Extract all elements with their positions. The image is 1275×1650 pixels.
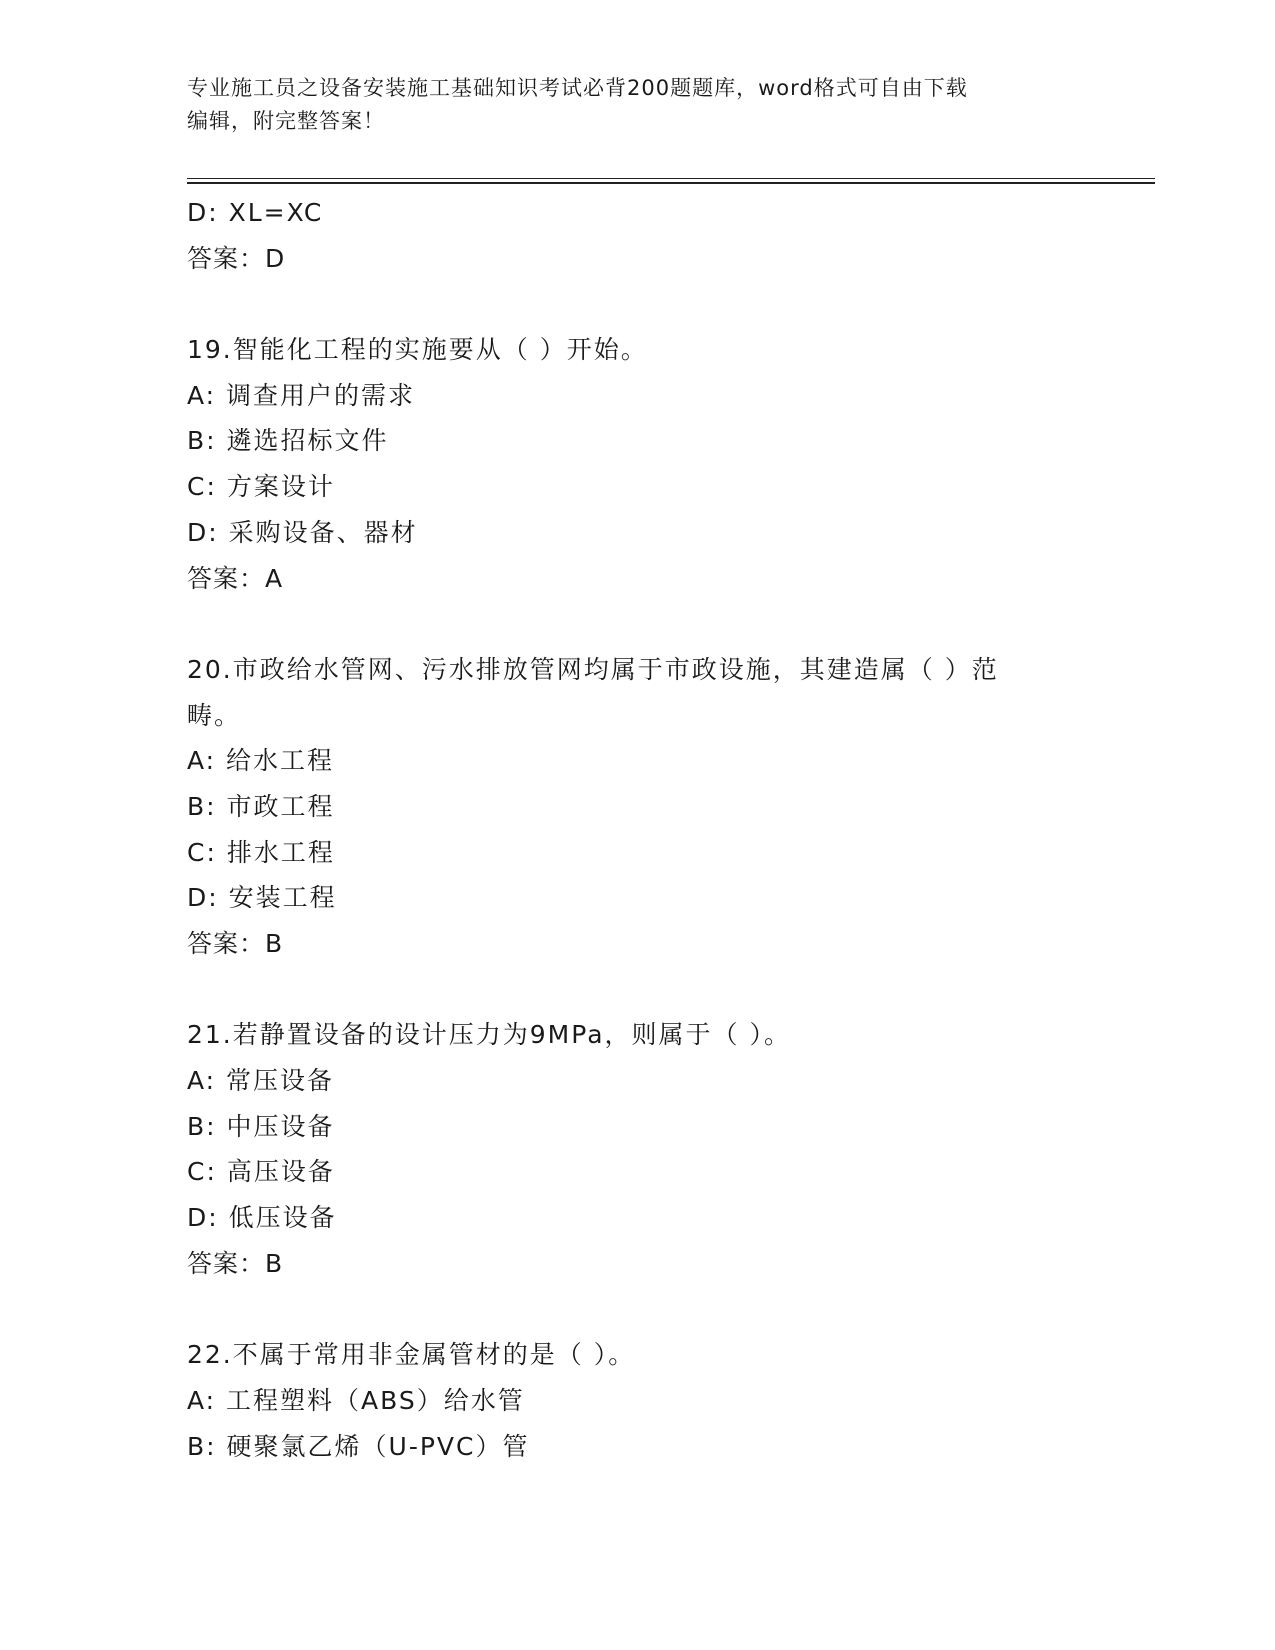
option-d: D: 采购设备、器材 (187, 517, 418, 547)
spacer (187, 1287, 1067, 1333)
question-21 (187, 1012, 1067, 1286)
question-19 (187, 327, 1067, 601)
option-b: B: 硬聚氯乙烯（U-PVC）管 (187, 1431, 530, 1461)
header-title-line1: 专业施工员之设备安装施工基础知识考试必背200题题库，word格式可自由下载 (187, 76, 968, 100)
spacer (187, 967, 1067, 1013)
option-c: C: 排水工程 (187, 837, 335, 867)
question-20 (187, 647, 1067, 967)
option-c: C: 方案设计 (187, 472, 335, 502)
answer-prev: 答案：D (187, 243, 286, 273)
answer: 答案：A (187, 563, 284, 593)
option-b: B: 遴选招标文件 (187, 426, 389, 456)
answer: 答案：B (187, 929, 284, 958)
option-b: B: 市政工程 (187, 791, 335, 821)
option-a: A: 常压设备 (187, 1066, 335, 1096)
spacer (187, 281, 1067, 327)
document-header (187, 72, 1067, 138)
option-c: C: 高压设备 (187, 1157, 335, 1187)
question-stem-line2: 畴。 (187, 700, 242, 730)
option-a: A: 调查用户的需求 (187, 380, 416, 410)
header-title-line2: 编辑，附完整答案！ (187, 109, 385, 133)
option-a: A: 工程塑料（ABS）给水管 (187, 1385, 525, 1415)
option-d-prev: D: XL=XC (187, 198, 324, 227)
question-stem: 22.不属于常用非金属管材的是（ ）。 (187, 1340, 636, 1370)
option-a: A: 给水工程 (187, 746, 335, 776)
spacer (187, 601, 1067, 647)
option-d: D: 低压设备 (187, 1203, 337, 1233)
header-divider-thin (187, 178, 1155, 179)
header-divider-thick (187, 182, 1155, 184)
question-stem: 21.若静置设备的设计压力为9MPa，则属于（ ）。 (187, 1020, 791, 1050)
question-22 (187, 1332, 1067, 1469)
answer: 答案：B (187, 1248, 284, 1278)
question-stem-line1: 20.市政给水管网、污水排放管网均属于市政设施，其建造属（ ）范 (187, 654, 999, 684)
question-list (187, 190, 1067, 1469)
question-stem: 19.智能化工程的实施要从（ ）开始。 (187, 335, 648, 365)
option-b: B: 中压设备 (187, 1111, 335, 1141)
option-d: D: 安装工程 (187, 883, 337, 913)
